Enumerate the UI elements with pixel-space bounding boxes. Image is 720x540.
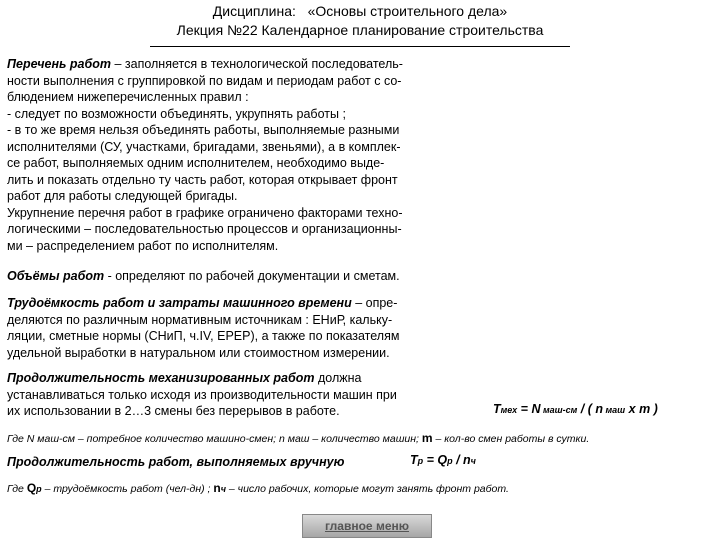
- list-of-works-line: исполнителями (СУ, участками, бригадами, звеньями), а в комплек-: [7, 139, 401, 154]
- list-of-works-line: ности выполнения с группировкой по видам и периодам работ с со-: [7, 73, 402, 88]
- mechanized-formula: Tмех = N маш-см / ( n маш х m ): [493, 402, 658, 416]
- list-of-works-line: блюдением нижеперечисленных правил :: [7, 90, 249, 104]
- volumes-term: Объёмы работ: [7, 269, 105, 283]
- list-of-works-line-1: Перечень работ – заполняется в технологической последователь-: [7, 57, 403, 71]
- list-of-works-line: работ для работы следующей бригады.: [7, 189, 238, 203]
- manual-section: [7, 454, 457, 471]
- header-divider: [150, 46, 570, 47]
- labor-line: ляции, сметные нормы (СНиП, ч.IV, ЕРЕР), а также по показателям: [7, 329, 400, 343]
- list-of-works-line: се работ, выполняемых одним исполнителем, необходимо выде-: [7, 156, 385, 170]
- list-of-works-line: Укрупнение перечня работ в графике ограничено факторами техно-: [7, 205, 403, 220]
- list-of-works-line: логическими – последовательностью процессов и организационны-: [7, 222, 402, 236]
- discipline-name: «Основы строительного дела»: [307, 3, 508, 19]
- mechanized-line: их использовании в 2…3 смены без перерывов в работе.: [7, 404, 340, 418]
- header-discipline: [0, 3, 720, 20]
- volumes-text: - определяют по рабочей документации и сметам.: [104, 269, 400, 283]
- lecture-title: Лекция №22 Календарное планирование строительства: [176, 22, 544, 38]
- labor-line: деляются по различным нормативным источникам : ЕНиР, кальку-: [7, 312, 393, 327]
- mechanized-term: Продолжительность механизированных работ: [7, 371, 315, 385]
- main-menu-button[interactable]: главное меню: [302, 514, 432, 538]
- labor-term: Трудоёмкость работ и затраты машинного времени: [7, 296, 352, 310]
- list-of-works-line: лить и показать отдельно ту часть работ, которая открывает фронт: [7, 172, 398, 187]
- labor-section: Трудоёмкость работ и затраты машинного времени – опре- деляются по различным нормативным источникам : ЕНиР, кальку- ляции, сметные нормы (СНиП, ч.IV, ЕРЕР), а также по показателям удельной выработки в натуральном или стоимостном измерении.: [7, 295, 457, 361]
- list-of-works-section: [7, 56, 457, 254]
- list-of-works-term: Перечень работ: [7, 57, 111, 71]
- manual-formula: Tр = Qр / nч: [410, 453, 476, 467]
- discipline-label: Дисциплина:: [212, 3, 296, 19]
- labor-line: удельной выработки в натуральном или стоимостном измерении.: [7, 345, 390, 360]
- mechanized-section: Продолжительность механизированных работ должна устанавливаться только исходя из производительности машин при их использовании в 2…3 смены без перерывов в работе.: [7, 370, 457, 420]
- list-of-works-line: - в то же время нельзя объединять работы, выполняемые разными: [7, 123, 400, 137]
- mechanized-note: Где N маш-см – потребное количество машино-смен; n маш – количество машин; m – кол-во смен работы в сутки.: [7, 431, 590, 445]
- manual-note: Где Qр – трудоёмкость работ (чел-дн) ; nч – число рабочих, которые могут занять фронт работ.: [7, 481, 509, 495]
- list-of-works-line: - следует по возможности объединять, укрупнять работы ;: [7, 106, 346, 121]
- mechanized-line: устанавливаться только исходя из производительности машин при: [7, 387, 397, 402]
- manual-term: Продолжительность работ, выполняемых вручную: [7, 455, 345, 469]
- list-of-works-line: ми – распределением работ по исполнителям.: [7, 238, 279, 253]
- volumes-section: [7, 268, 457, 285]
